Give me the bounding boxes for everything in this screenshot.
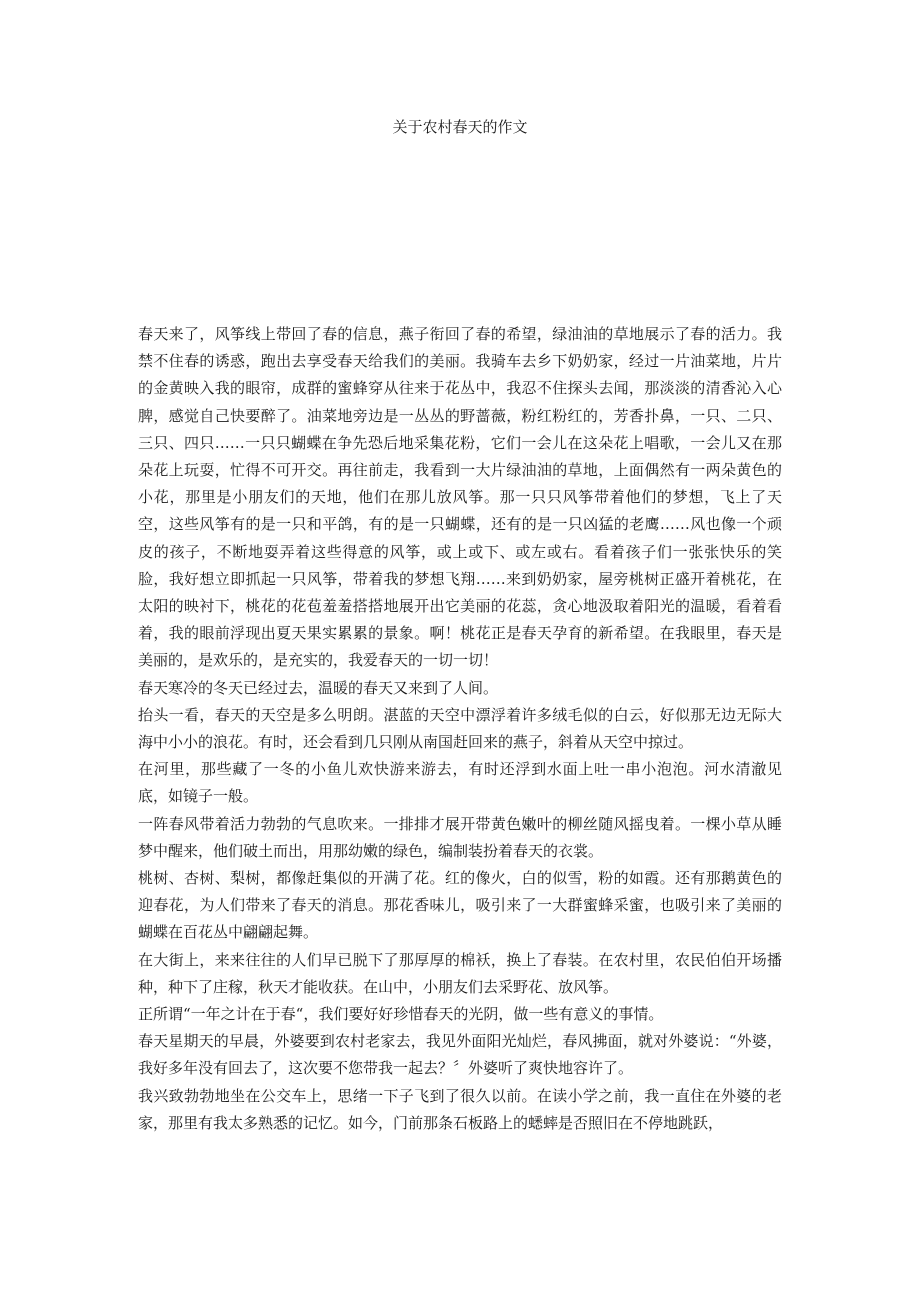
document-body [138,321,782,1137]
paragraph: 桃树、杏树、梨树，都像赶集似的开满了花。红的像火，白的似雪，粉的如霞。还有那鹅黄色的迎春花，为人们带来了春天的消息。那花香味儿，吸引来了一大群蜜蜂采蜜，也吸引来了美丽的蝴蝶在百花丛中翩翩起舞。 [138,869,782,942]
paragraph: 正所谓“一年之计在于春“，我们要好好珍惜春天的光阴，做一些有意义的事情。 [138,1005,664,1024]
paragraph: 春天星期天的早晨，外婆要到农村老家去，我见外面阳光灿烂，春风拂面，就对外婆说：“外婆，我好多年没有回去了，这次要不您带我一起去？〞外婆听了爽快地容许了。 [138,1032,782,1078]
paragraph: 我兴致勃勃地坐在公交车上，思绪一下子飞到了很久以前。在读小学之前，我一直住在外婆的老家，那里有我太多熟悉的记忆。如今，门前那条石板路上的蟋蟀是否照旧在不停地跳跃， [138,1086,782,1132]
paragraph: 在大街上，来来往往的人们早已脱下了那厚厚的棉袄，换上了春装。在农村里，农民伯伯开场播种，种下了庄稼，秋天才能收获。在山中，小朋友们去采野花、放风筝。 [138,950,782,996]
paragraph: 一阵春风带着活力勃勃的气息吹来。一排排才展开带黄色嫩叶的柳丝随风摇曳着。一棵小草从睡梦中醒来，他们破土而出，用那幼嫩的绿色，编制装扮着春天的衣裳。 [138,814,782,860]
paragraph: 春天来了，风筝线上带回了春的信息，燕子衔回了春的希望，绿油油的草地展示了春的活力。我禁不住春的诱惑，跑出去享受春天给我们的美丽。我骑车去乡下奶奶家，经过一片油菜地，片片的金黄映入我的眼帘，成群的蜜蜂穿从往来于花丛中，我忍不住探头去闻，那淡淡的清香沁入心脾，感觉自己快要醉了。油菜地旁边是一丛丛的野蔷薇，粉红粉红的，芳香扑鼻，一只、二只、三只、四只……一只只蝴蝶在争先恐后地采集花粉，它们一会儿在这朵花上唱歌，一会儿又在那朵花上玩耍，忙得不可开交。再往前走，我看到一大片绿油油的草地，上面偶然有一两朵黄色的小花，那里是小朋友们的天地，他们在那儿放风筝。那一只只风筝带着他们的梦想，飞上了天空，这些风筝有的是一只和平鸽，有的是一只蝴蝶，还有的是一只凶猛的老鹰……风也像一个顽皮的孩子，不断地耍弄着这些得意的风筝，或上或下、或左或右。看着孩子们一张张快乐的笑脸，我好想立即抓起一只风筝，带着我的梦想飞翔……来到奶奶家，屋旁桃树正盛开着桃花，在太阳的映衬下，桃花的花苞羞羞搭搭地展开出它美丽的花蕊，贪心地汲取着阳光的温暖，看着看着，我的眼前浮现出夏天果实累累的景象。啊！桃花正是春天孕育的新希望。在我眼里，春天是美丽的，是欢乐的，是充实的，我爱春天的一切一切！ [138,325,782,670]
document-title: 关于农村春天的作文 [392,118,528,136]
paragraph: 抬头一看，春天的天空是多么明朗。湛蓝的天空中漂浮着许多绒毛似的白云，好似那无边无际大海中小小的浪花。有时，还会看到几只刚从南国赶回来的燕子，斜着从天空中掠过。 [138,705,782,752]
paragraph: 春天寒冷的冬天已经过去，温暖的春天又来到了人间。 [138,678,499,697]
paragraph: 在河里，那些藏了一冬的小鱼儿欢快游来游去，有时还浮到水面上吐一串小泡泡。河水清澈见底，如镜子一般。 [138,760,782,806]
